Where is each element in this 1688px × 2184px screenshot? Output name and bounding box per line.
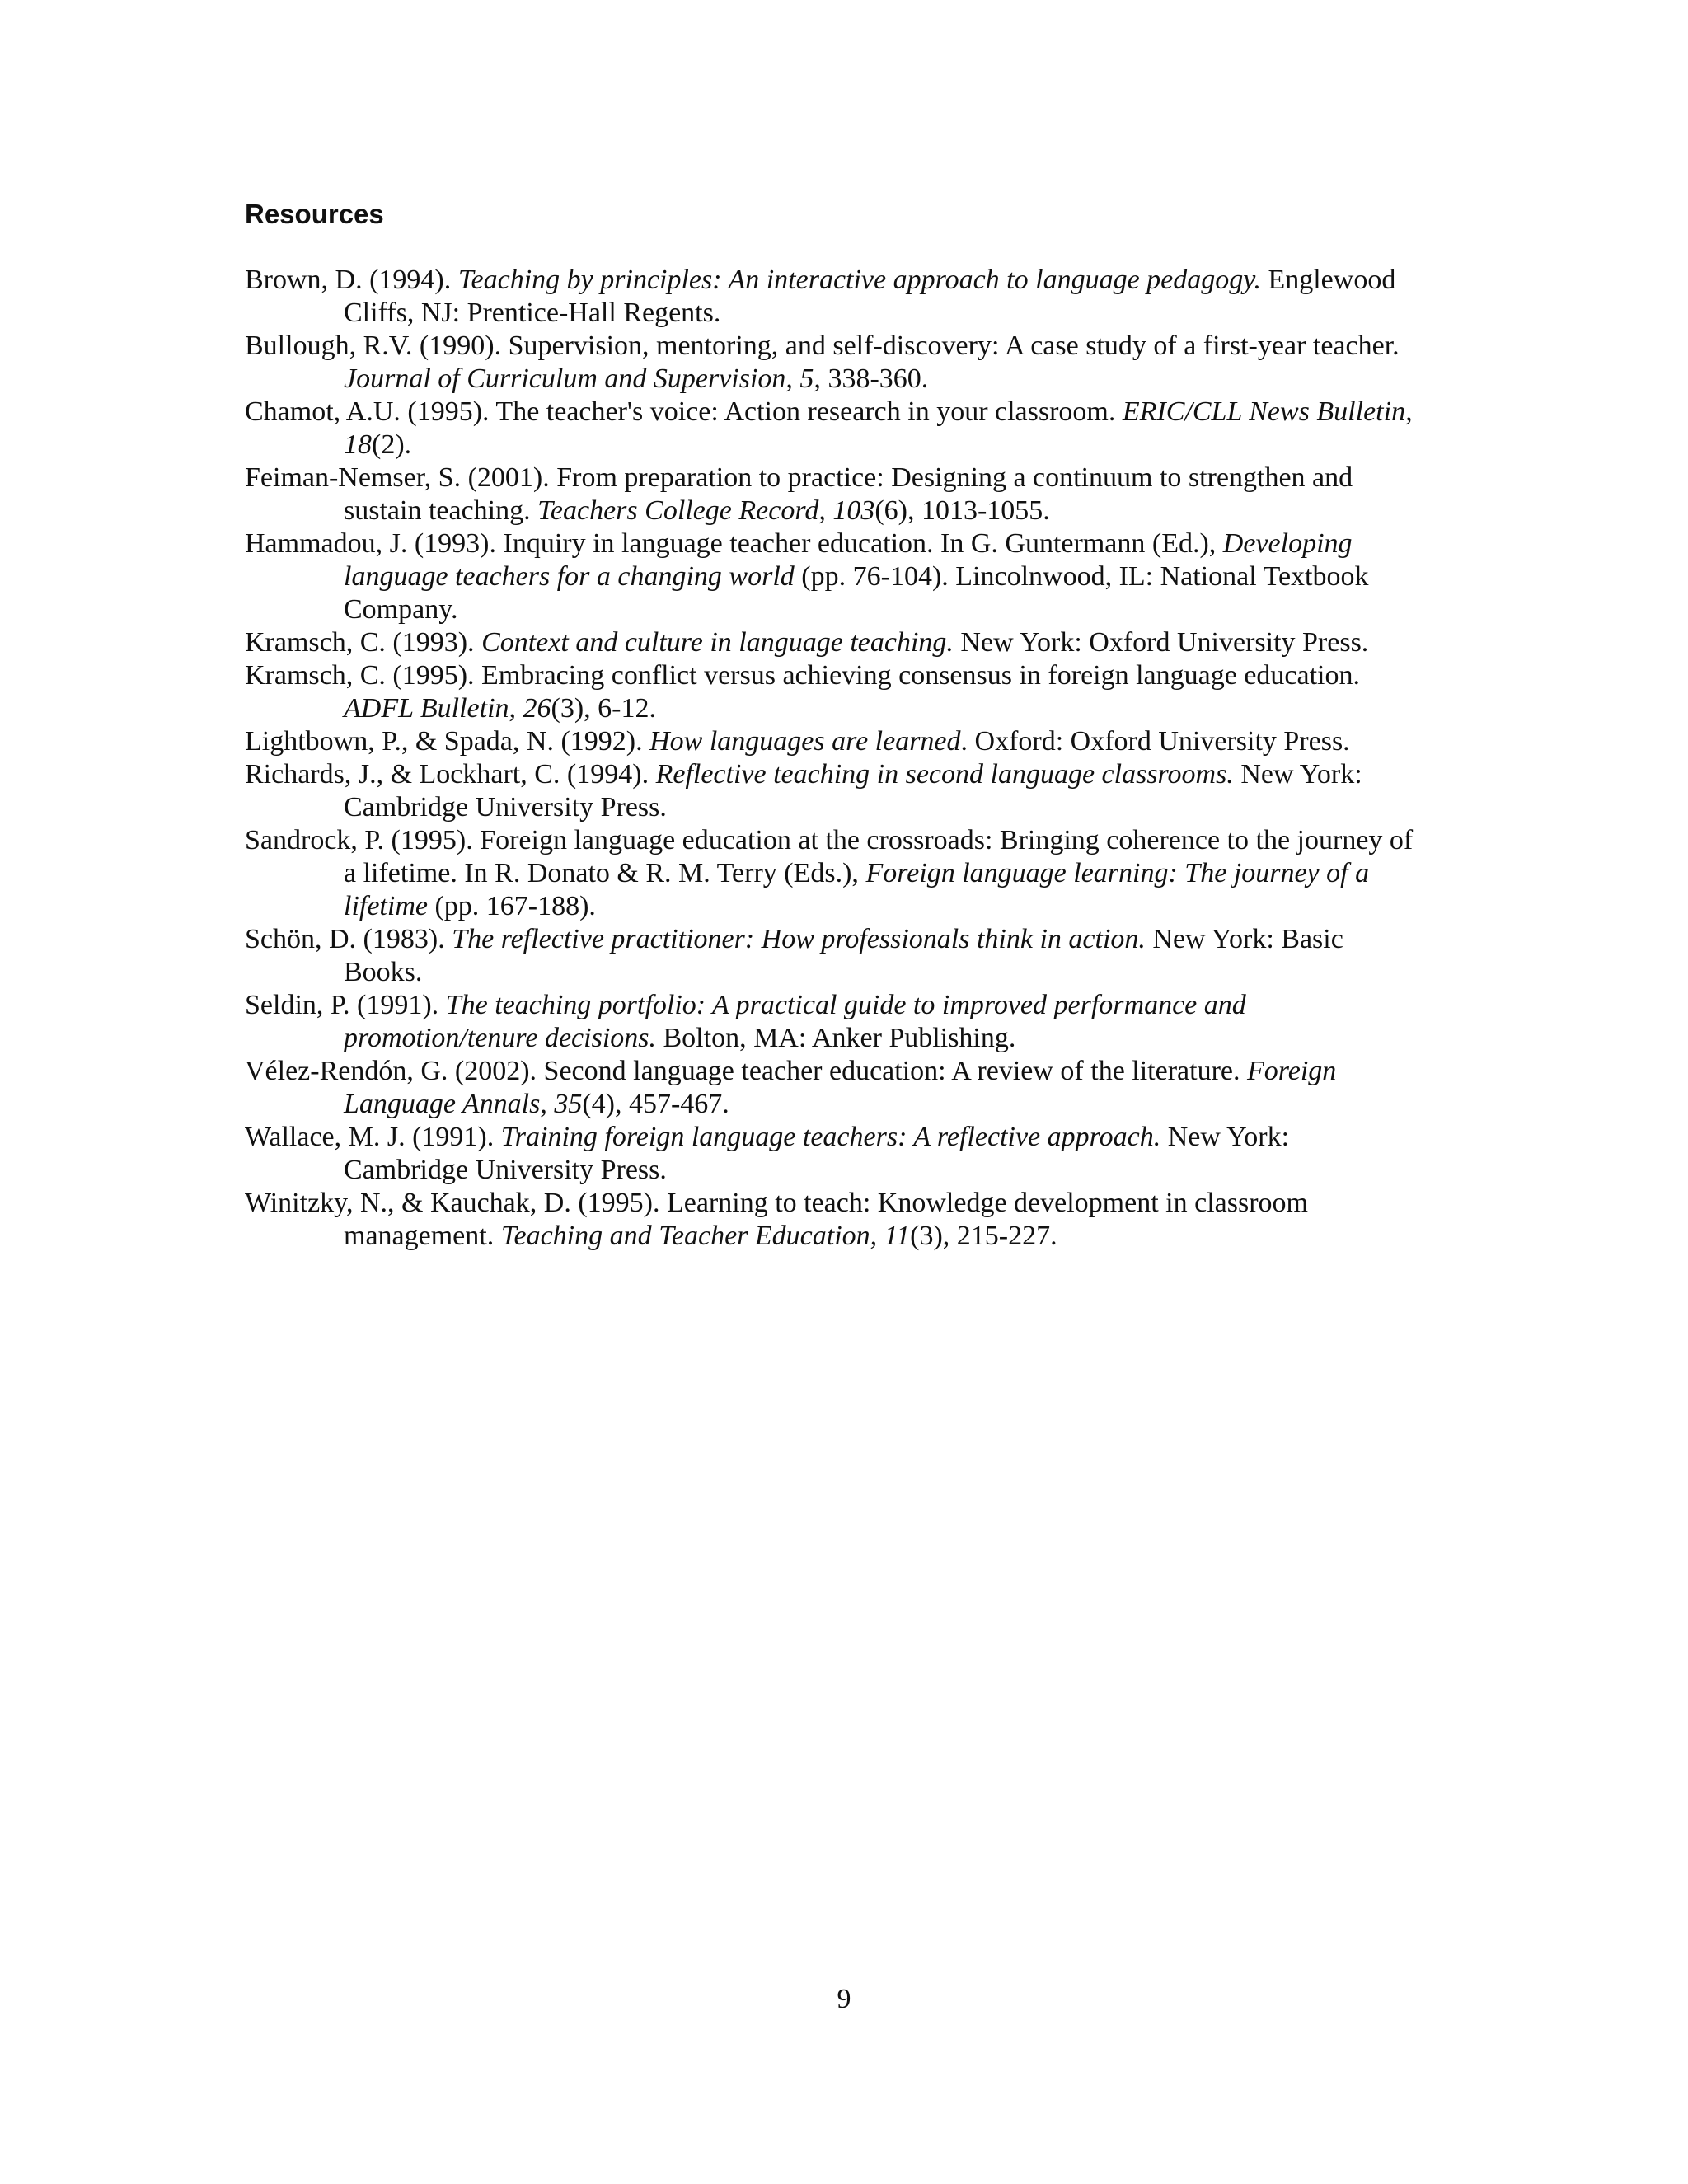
reference-text: Chamot, A.U. (1995). The teacher's voice: Action research in your classroom. [245,396,1123,427]
reference-text: Richards, J., & Lockhart, C. (1994). [245,759,656,790]
reference-text: Feiman-Nemser, S. (2001). From preparation to practice: Designing a continuum to strengthen and sustain teaching. [245,462,1353,526]
reference-title: Foreign Language Annals, 35 [344,1056,1337,1119]
reference-title: Foreign language learning: The journey of a lifetime [344,858,1370,921]
reference-text: Englewood Cliffs, NJ: Prentice-Hall Regents. [344,265,1396,328]
reference-entry [245,824,1415,923]
reference-entry [245,725,1415,758]
reference-text: Bolton, MA: Anker Publishing. [656,1023,1016,1053]
reference-title: Developing language teachers for a changing world [344,528,1353,592]
reference-text: Kramsch, C. (1993). [245,627,482,658]
reference-title: Journal of Curriculum and Supervision, 5, [344,363,821,394]
reference-text: Bullough, R.V. (1990). Supervision, mentoring, and self-discovery: A case study of a first-year teacher. [245,330,1400,361]
page-number: 9 [837,1984,851,2014]
reference-text: Vélez-Rendón, G. (2002). Second language teacher education: A review of the literature. [245,1056,1247,1086]
reference-text: Brown, D. (1994). [245,265,458,295]
reference-text: New York: Cambridge University Press. [344,1122,1290,1185]
reference-entry [245,462,1415,527]
reference-title: Reflective teaching in second language classrooms. [655,759,1234,790]
reference-title: Training foreign language teachers: A reflective approach. [500,1122,1161,1152]
reference-text: New York: Basic Books. [344,924,1343,987]
reference-entry [245,758,1415,824]
reference-text: New York: Oxford University Press. [953,627,1369,658]
reference-text: (2). [372,429,412,460]
reference-title: The reflective practitioner: How professionals think in action. [452,924,1146,954]
reference-text: (pp. 167-188). [427,891,596,921]
reference-entry [245,527,1415,626]
section-heading: Resources [245,199,384,229]
reference-entry [245,659,1415,725]
reference-list [245,264,1415,1253]
reference-text: Hammadou, J. (1993). Inquiry in language teacher education. In G. Guntermann (Ed.), [245,528,1223,559]
reference-text: (3), 6-12. [551,693,656,724]
reference-title: Context and culture in language teaching. [481,627,954,658]
reference-text: Schön, D. (1983). [245,924,452,954]
reference-text: 338-360. [820,363,929,394]
reference-text: New York: Cambridge University Press. [344,759,1362,823]
reference-entry [245,989,1415,1055]
reference-text: (4), 457-467. [582,1089,729,1119]
reference-title: ADFL Bulletin, 26 [344,693,551,724]
reference-text: Wallace, M. J. (1991). [245,1122,501,1152]
reference-entry [245,626,1415,659]
reference-text: (pp. 76-104). Lincolnwood, IL: National Textbook Company. [344,561,1369,625]
reference-title: The teaching portfolio: A practical guide to improved performance and promotion/tenure decisions. [344,990,1246,1053]
reference-text: (6), 1013-1055. [874,495,1050,526]
reference-text: (3), 215-227. [910,1221,1057,1251]
reference-text: Kramsch, C. (1995). Embracing conflict versus achieving consensus in foreign language education. [245,660,1360,691]
reference-text: Seldin, P. (1991). [245,990,446,1020]
reference-entry [245,396,1415,462]
reference-entry [245,330,1415,396]
reference-entry [245,1055,1415,1121]
reference-title: Teaching by principles: An interactive approach to language pedagogy. [457,265,1261,295]
reference-title: Teachers College Record, 103 [537,495,875,526]
reference-title: ERIC/CLL News Bulletin, 18 [344,396,1413,460]
reference-text: . Oxford: Oxford University Press. [960,726,1350,757]
reference-title: Teaching and Teacher Education, 11 [500,1221,911,1251]
reference-entry [245,923,1415,989]
reference-entry [245,1121,1415,1187]
reference-text: Lightbown, P., & Spada, N. (1992). [245,726,650,757]
reference-title: How languages are learned [649,726,961,757]
reference-entry [245,264,1415,330]
reference-text: Winitzky, N., & Kauchak, D. (1995). Learning to teach: Knowledge development in classroom management. [245,1188,1308,1251]
reference-text: Sandrock, P. (1995). Foreign language education at the crossroads: Bringing coherence to the journey of a lifetime. In R. Donato & R. M. Terry (Eds.), [245,825,1414,888]
reference-entry [245,1187,1415,1253]
